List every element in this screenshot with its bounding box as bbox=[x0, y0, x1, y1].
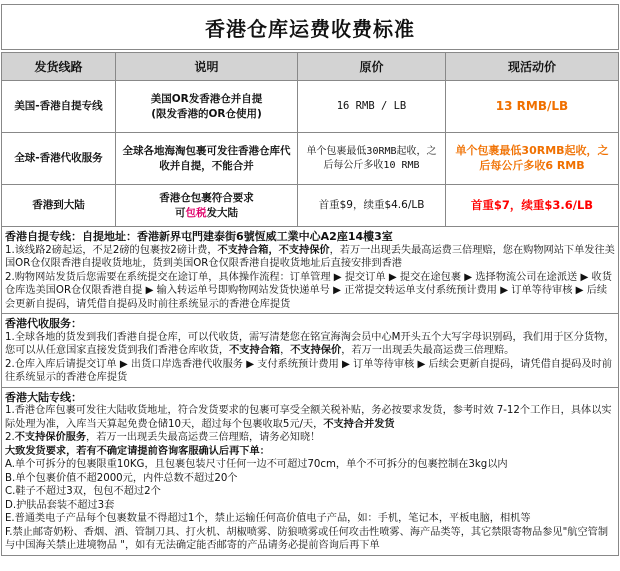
section-paragraph bbox=[5, 244, 615, 271]
requirement-item: B.单个包裹价值不超2000元，内件总数不超过20个 bbox=[5, 472, 238, 484]
description-line bbox=[120, 206, 293, 220]
description-line: (限发香港的OR仓使用) bbox=[151, 107, 262, 120]
route-cell: 全球-香港代收服务 bbox=[2, 133, 116, 185]
route-cell: 美国-香港自提专线 bbox=[2, 81, 116, 133]
emphasis-text: 不支持保价 bbox=[290, 345, 342, 356]
tax-included-highlight: 包税 bbox=[185, 206, 207, 219]
header-description: 说明 bbox=[116, 53, 298, 81]
emphasis-text: 不支持合并发货 bbox=[323, 418, 395, 430]
text: 2. bbox=[5, 432, 15, 443]
promo-price-cell: 单个包裹最低30RMB起收，之后每公斤多收6 RMB bbox=[446, 133, 619, 185]
section-heading: 香港大陆专线： bbox=[5, 390, 82, 404]
section-paragraph: 2.购物网站发货后您需要在系统提交在途订单，具体操作流程：订单管理 ▶ 提交订单 ▶ 提交在途包裹 ▶ 选择物流公司在途派送 ▶ 收货仓库选美国OR仓仅限香港自提 ▶ 输入转运单号即购物网站发货快递单号 ▶ 正常提交转运单支付系统预计费用 ▶ 订单等待审核 ▶ 后续会更新自提码，请凭借自提码及时前往系统显示的香港仓库提货 bbox=[5, 271, 612, 310]
text: ，若万一出现丢失最高运费三倍理赔，请务必知晓！ bbox=[86, 432, 321, 443]
original-price-cell: 16 RMB / LB bbox=[298, 81, 446, 133]
text: 1.全球各地的货发到我们香港自提仓库，可以代收货，需写清楚您在铭宣海淘会员中心M开头五个大写字母识别码，我们用于区分货物，您可以从任意国家直接发货到我们香港仓库收货， bbox=[5, 331, 615, 356]
table-header-row bbox=[2, 53, 619, 81]
original-price-cell: 单个包裹最低30RMB起收，之后每公斤多收10 RMB bbox=[298, 133, 446, 185]
header-original-price: 原价 bbox=[298, 53, 446, 81]
promo-price-cell: 13 RMB/LB bbox=[446, 81, 619, 133]
section-hk-receiving bbox=[1, 314, 619, 388]
section-hk-mainland bbox=[1, 388, 619, 556]
description-line: 美国OR发香港仓并自提 bbox=[150, 93, 263, 106]
page-title: 香港仓库运费收费标准 bbox=[1, 4, 619, 50]
header-route: 发货线路 bbox=[2, 53, 116, 81]
section-paragraph bbox=[5, 404, 615, 431]
description-text: 发大陆 bbox=[206, 206, 238, 219]
requirements-heading: 大致发货要求，若有不确定请提前咨询客服确认后再下单： bbox=[5, 445, 270, 457]
description-text: 可 bbox=[175, 206, 186, 219]
table-row bbox=[2, 133, 619, 185]
emphasis-text: 不支持保价服务 bbox=[14, 432, 87, 443]
description-cell: 全球各地海淘包裹可发往香港仓库代收并自提，不能合并 bbox=[116, 133, 298, 185]
page bbox=[1, 4, 619, 556]
header-promo-price: 现活动价 bbox=[446, 53, 619, 81]
description-line: 香港仓包裹符合要求 bbox=[159, 192, 254, 205]
emphasis-text: 不支持合箱，不支持保价 bbox=[217, 244, 330, 256]
section-paragraph bbox=[5, 331, 615, 358]
section-hk-pickup bbox=[1, 227, 619, 314]
route-cell: 香港到大陆 bbox=[2, 185, 116, 227]
section-heading: 香港自提专线：自提地址：香港新界屯門建泰街6號恆威工業中心A2座14樓3室 bbox=[5, 230, 393, 243]
promo-price-cell: 首重$7，续重$3.6/LB bbox=[446, 185, 619, 227]
section-heading: 香港代收服务： bbox=[5, 317, 82, 330]
requirement-item: C.鞋子不超过3双，包包不超过2个 bbox=[5, 486, 161, 497]
original-price-cell: 首重$9，续重$4.6/LB bbox=[298, 185, 446, 227]
requirement-item: E.普通类电子产品每个包裹数量不得超过1个，禁止运输任何高价值电子产品，如：手机，笔记本，平板电脑，相机等 bbox=[5, 513, 531, 524]
emphasis-text: 不支持合箱 bbox=[229, 345, 281, 356]
table-row bbox=[2, 81, 619, 133]
description-cell bbox=[116, 81, 298, 133]
table-row bbox=[2, 185, 619, 227]
requirement-item: A.单个可拆分的包裹限重10KG，且包裹包装尺寸任何一边不可超过70cm，单个不可拆分的包裹控制在3kg以内 bbox=[5, 459, 508, 470]
section-paragraph bbox=[5, 431, 615, 445]
text: ，若万一出现丢失最高运费三倍理赔，您在购物网站下单发往美国OR仓仅限香港自提收货地址，货到美国OR仓仅限香港自提收货地址后直接安排到香港 bbox=[5, 244, 615, 269]
text: ，若万一出现丢失最高运费三倍理赔。 bbox=[341, 345, 515, 356]
text: ， bbox=[280, 345, 291, 356]
text: 1.该线路2磅起运，不足2磅的包裹按2磅计费， bbox=[5, 244, 218, 256]
text: 1.香港仓库包裹可发往大陆收货地址，符合发货要求的包裹可享受全额关税补贴，务必按要求发货，参考时效 7-12个工作日，具体以实际处理为准，入库当天算起免费仓储10天，超过每个包裹收取5元/天， bbox=[5, 405, 612, 430]
requirement-item: F.禁止邮寄奶粉、香烟、酒、管制刀具、打火机、胡椒喷雾、防狼喷雾或任何攻击性喷雾、海产品类等，其它禁限寄物品参见"航空管制与中国海关禁止进境物品 "，如有无法确定能否邮寄的产品请务必提前咨询后再下单 bbox=[5, 526, 609, 551]
requirement-item: D.护肤品套装不超过3套 bbox=[5, 499, 115, 511]
section-paragraph: 2.仓库入库后请提交订单 ▶ 出货口岸选香港代收服务 ▶ 支付系统预计费用 ▶ 订单等待审核 ▶ 后续会更新自提码，请凭借自提码及时前往系统显示的香港仓库提货 bbox=[5, 358, 612, 383]
rate-table bbox=[1, 52, 619, 227]
description-cell bbox=[116, 185, 298, 227]
